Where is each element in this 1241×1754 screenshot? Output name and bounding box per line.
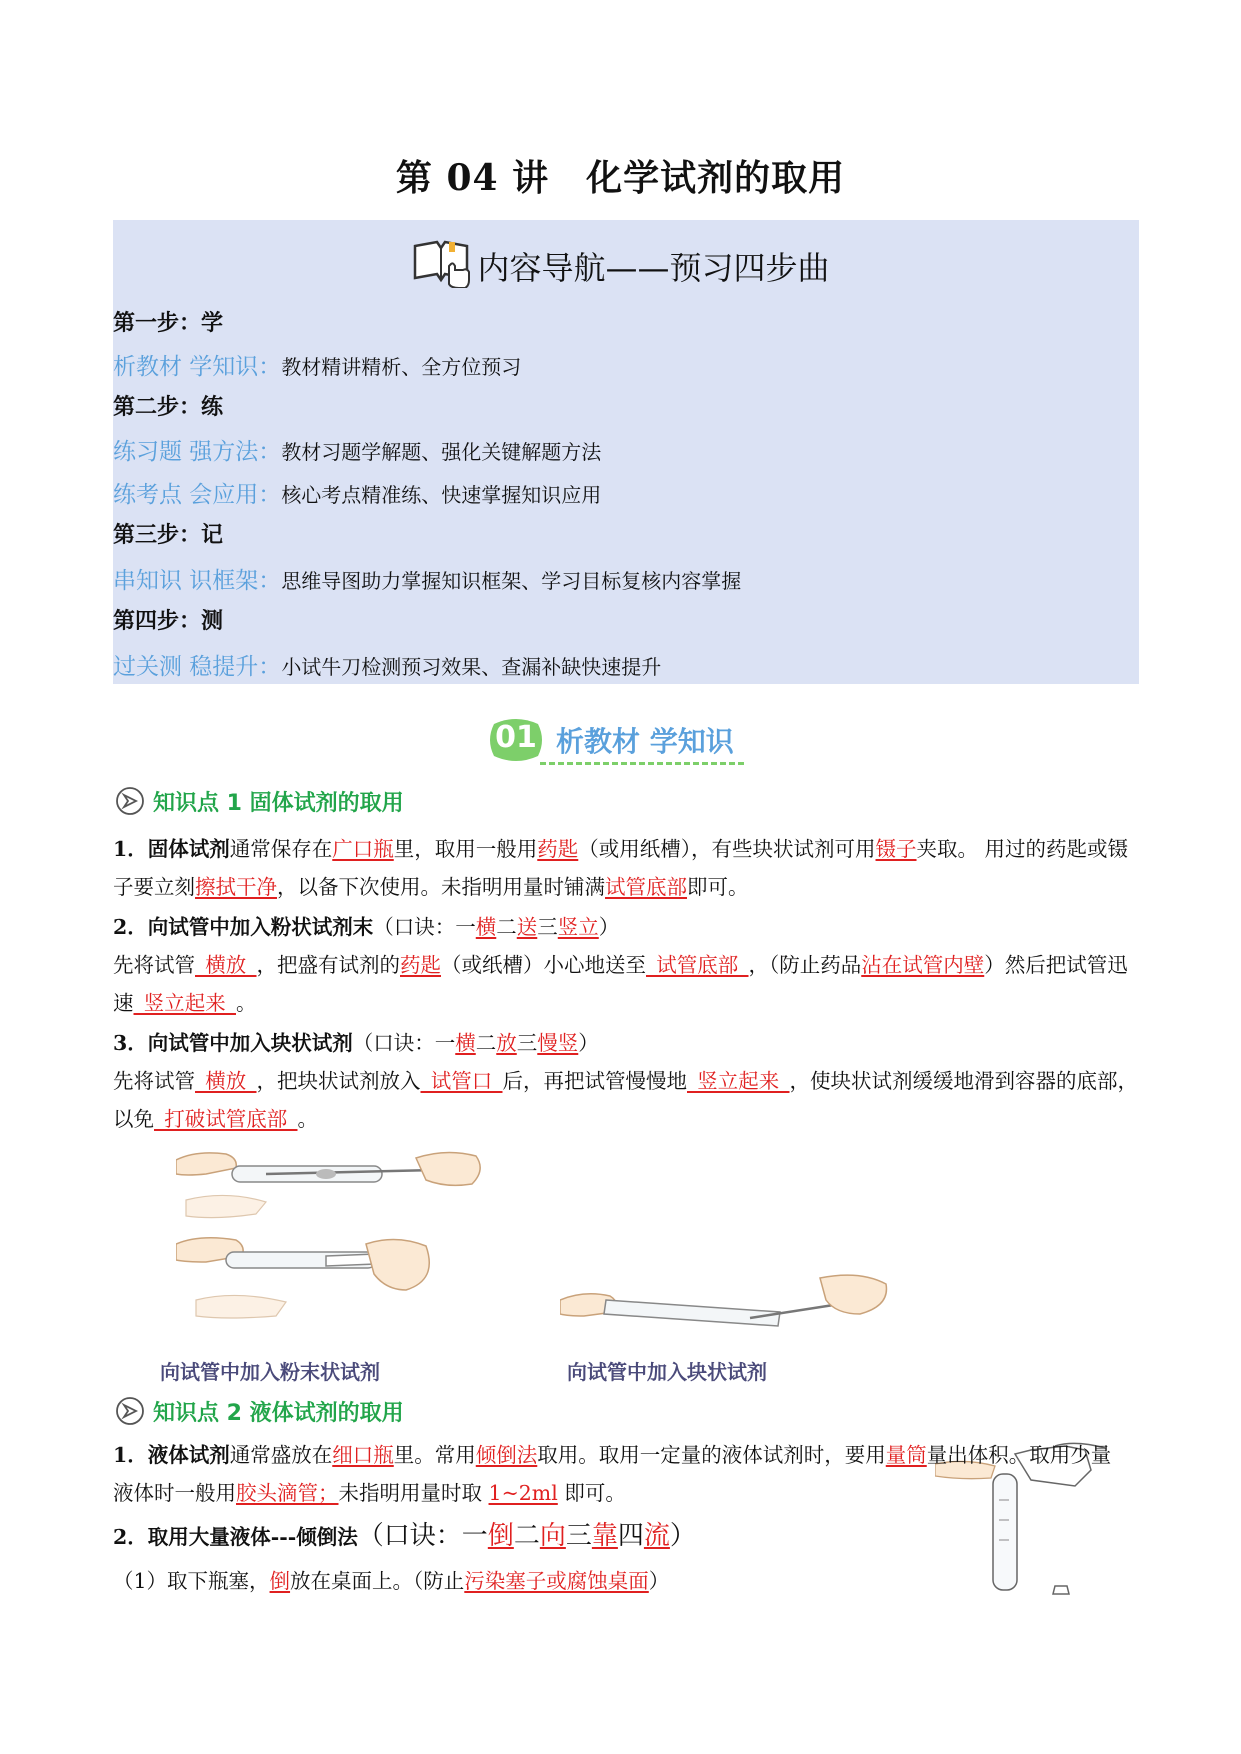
kp2-paragraph-1: 1．液体试剂通常盛放在细口瓶里。常用倾倒法取用。取用一定量的液体试剂时，要用量筒量出体积。取用少量液体时一般用胶头滴管；未指明用量时取 1~2ml 即可。 [113, 1443, 1112, 1505]
nav-header [0, 236, 1241, 296]
step-4-item: 过关测 稳提升：小试牛刀检测预习效果、查漏补缺快速提升 [113, 654, 662, 680]
circle-arrow-icon [115, 1396, 145, 1432]
block-reagent-illustration [560, 1270, 890, 1350]
step-2-item-2: 练考点 会应用：核心考点精准练、快速掌握知识应用 [113, 482, 602, 508]
page-title: 第 04 讲 化学试剂的取用 [395, 157, 846, 199]
kp1-paragraph-5: 先将试管_横放_，把块状试剂放入_试管口_后，再把试管慢慢地_竖立起来_，使块状试剂缓缓地滑到容器的底部，以免_打破试管底部_。 [113, 1069, 1138, 1131]
kp1-paragraph-4: 3．向试管中加入块状试剂（口诀：一横二放三慢竖） [113, 1031, 599, 1055]
section-underline [540, 762, 744, 765]
kp1-paragraph-1: 1．固体试剂通常保存在广口瓶里，取用一般用药匙（或用纸槽），有些块状试剂可用镊子夹取。 用过的药匙或镊子要立刻擦拭干净，以备下次使用。未指明用量时铺满试管底部即可。 [113, 837, 1129, 899]
kp1-paragraph-2: 2．向试管中加入粉状试剂末（口诀：一横二送三竖立） [113, 915, 620, 939]
knowledge-point-2-title: 知识点 2 液体试剂的取用 [115, 1396, 404, 1432]
step-3-item: 串知识 识框架：思维导图助力掌握知识框架、学习目标复核内容掌握 [113, 568, 742, 594]
powder-paper-trough-illustration [176, 1230, 446, 1340]
circle-arrow-icon [115, 786, 145, 822]
caption-block: 向试管中加入块状试剂 [567, 1360, 767, 1384]
powder-spoon-illustration [176, 1140, 486, 1240]
section-badge [488, 712, 768, 772]
section-number: 01 [495, 720, 537, 755]
step-2-item-1: 练习题 强方法：教材习题学解题、强化关键解题方法 [113, 439, 602, 465]
step-3-label: 第三步：记 [113, 522, 224, 548]
step-1-label: 第一步：学 [113, 310, 224, 336]
book-pointer-icon [411, 236, 473, 296]
knowledge-point-1-title: 知识点 1 固体试剂的取用 [115, 786, 404, 822]
kp2-paragraph-3: （1）取下瓶塞，倒放在桌面上。（防止污染塞子或腐蚀桌面） [113, 1569, 670, 1593]
caption-powder: 向试管中加入粉末状试剂 [160, 1360, 380, 1384]
step-4-label: 第四步：测 [113, 608, 224, 634]
kp2-paragraph-2: 2．取用大量液体---倾倒法（口诀：一倒二向三靠四流） [113, 1521, 696, 1551]
step-1-item: 析教材 学知识：教材精讲精析、全方位预习 [113, 354, 522, 380]
nav-header-text: 内容导航——预习四步曲 [477, 249, 830, 287]
kp1-paragraph-3: 先将试管_横放_，把盛有试剂的药匙（或纸槽）小心地送至_试管底部_，（防止药品沾在试管内壁）然后把试管迅速_竖立起来_。 [113, 953, 1128, 1015]
step-2-label: 第二步：练 [113, 394, 224, 420]
section-title: 析教材 学知识 [556, 725, 734, 758]
